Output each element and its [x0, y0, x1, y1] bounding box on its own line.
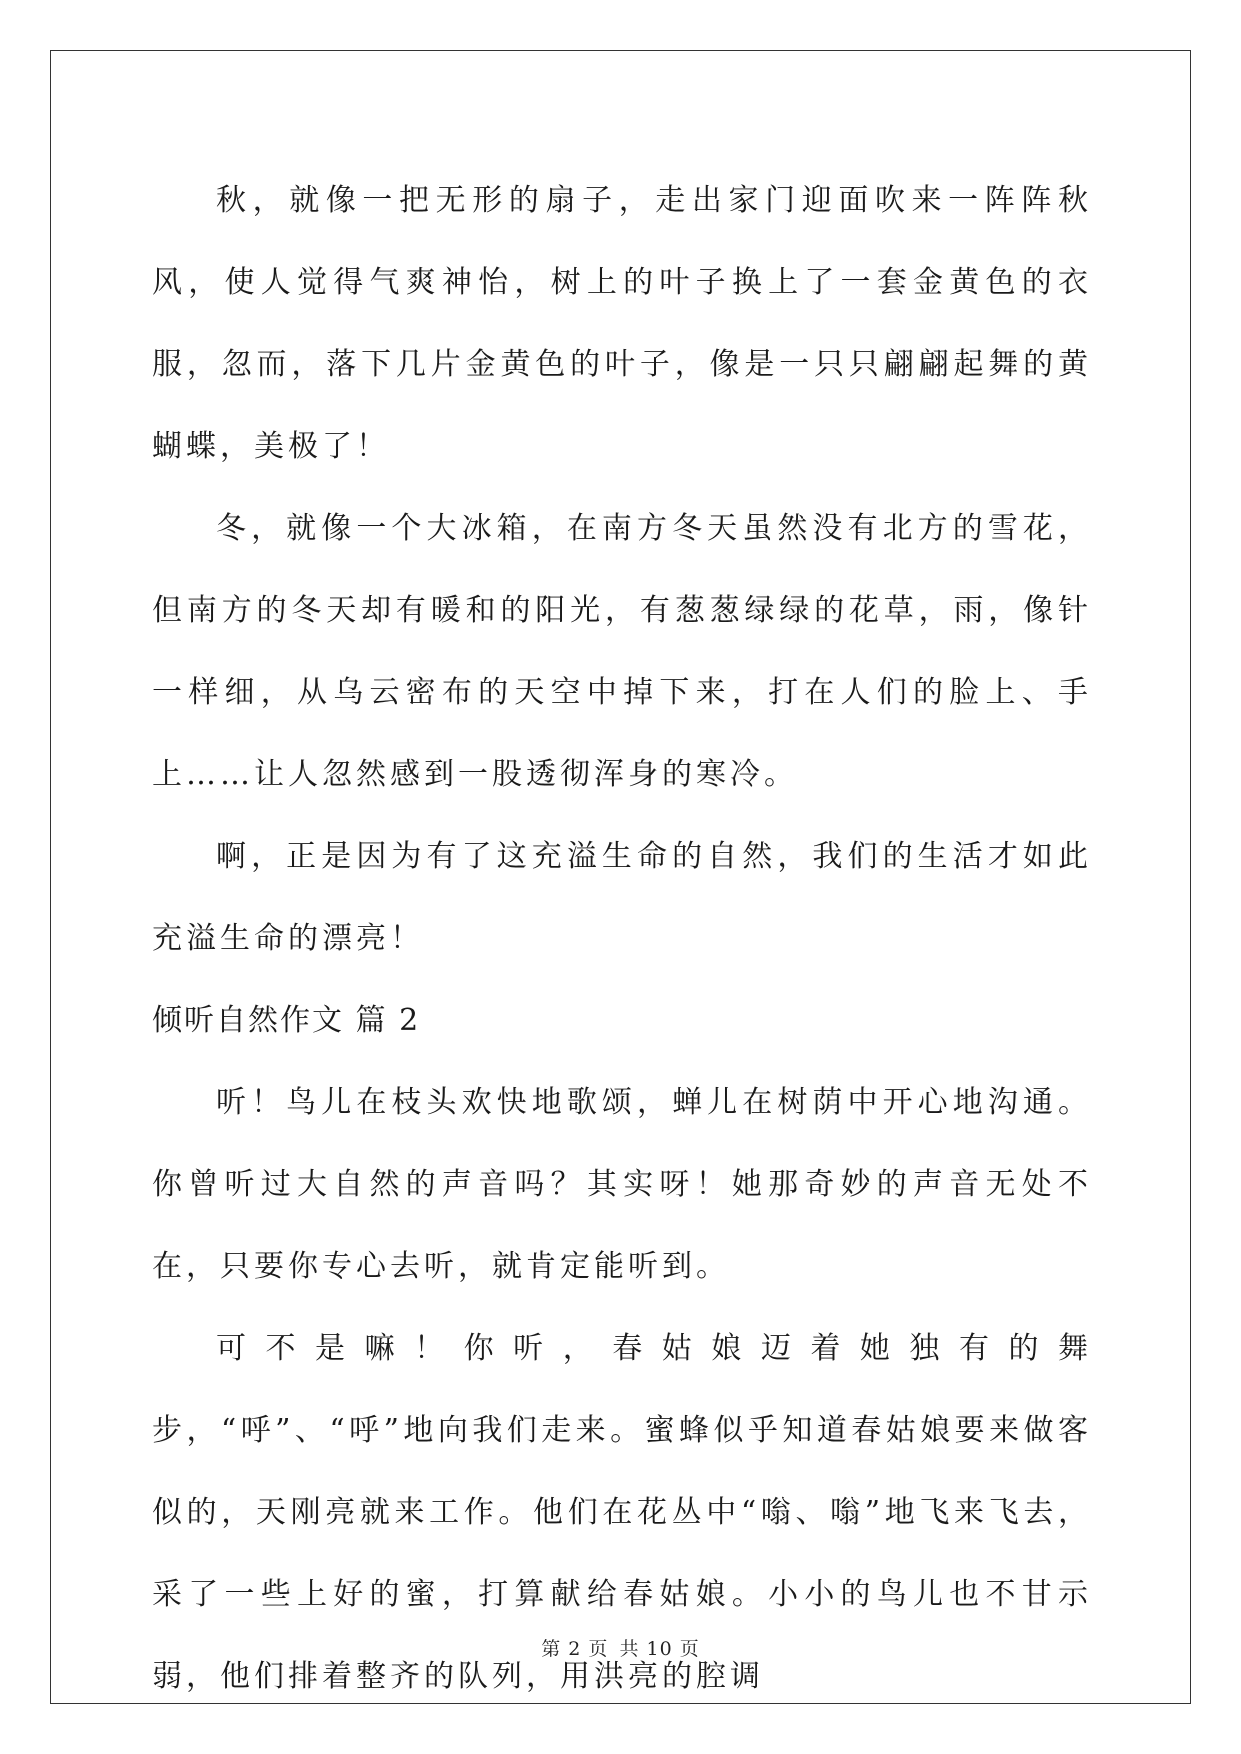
paragraph-spring: 可不是嘛！你听，春姑娘迈着她独有的舞步，“呼”、“呼”地向我们走来。蜜蜂似乎知道春姑娘要来做客似的，天刚亮就来工作。他们在花丛中“嗡、嗡”地飞来飞去，采了一些上好的蜜，打算献给春姑娘。小小的鸟儿也不甘示弱，他们排着整齐的队列，用洪亮的腔调: [152, 1331, 1092, 1694]
section-heading: 倾听自然作文 篇 2: [152, 1003, 421, 1038]
paragraph-autumn: 秋，就像一把无形的扇子，走出家门迎面吹来一阵阵秋风，使人觉得气爽神怡，树上的叶子换上了一套金黄色的衣服，忽而，落下几片金黄色的叶子，像是一只只翩翩起舞的黄蝴蝶，美极了！: [152, 183, 1092, 464]
paragraph-conclusion: 啊，正是因为有了这充溢生命的自然，我们的生活才如此充溢生命的漂亮！: [152, 839, 1092, 956]
page-number: 第 2 页: [541, 1638, 609, 1660]
page-total: 共 10 页: [619, 1638, 700, 1660]
paragraph-listen: 听！鸟儿在枝头欢快地歌颂，蝉儿在树荫中开心地沟通。你曾听过大自然的声音吗？其实呀！她那奇妙的声音无处不在，只要你专心去听，就肯定能听到。: [152, 1085, 1092, 1284]
paragraph-winter: 冬，就像一个大冰箱，在南方冬天虽然没有北方的雪花，但南方的冬天却有暖和的阳光，有葱葱绿绿的花草，雨，像针一样细，从乌云密布的天空中掉下来，打在人们的脸上、手上……让人忽然感到一股透彻浑身的寒冷。: [152, 511, 1092, 792]
document-body: [152, 160, 1092, 1718]
page-footer: [0, 1634, 1241, 1661]
